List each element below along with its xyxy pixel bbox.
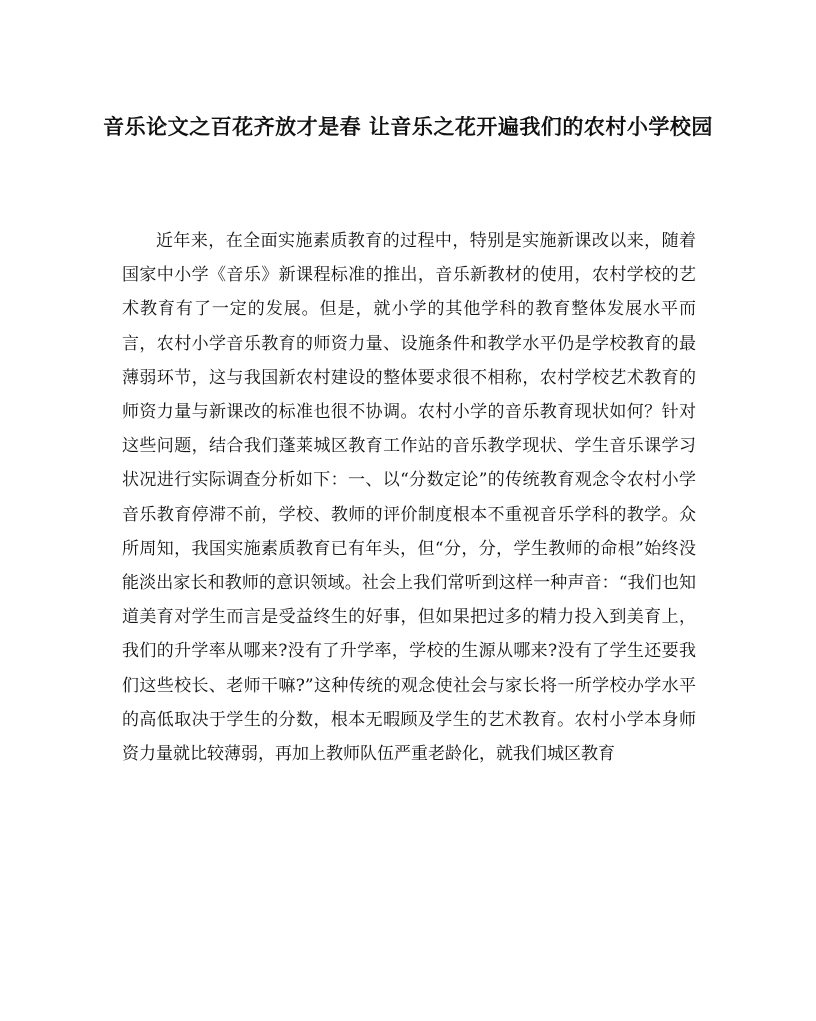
body-paragraph: 近年来，在全面实施素质教育的过程中，特别是实施新课改以来，随着国家中小学《音乐》新课程标准的推出，音乐新教材的使用，农村学校的艺术教育有了一定的发展。但是，就小学的其他学科的教育整体发展水平而言，农村小学音乐教育的师资力量、设施条件和教学水平仍是学校教育的最薄弱环节，这与我国新农村建设的整体要求很不相称，农村学校艺术教育的师资力量与新课改的标准也很不协调。农村小学的音乐教育现状如何？针对这些问题，结合我们蓬莱城区教育工作站的音乐教学现状、学生音乐课学习状况进行实际调查分析如下：一、以“分数定论”的传统教育观念令农村小学音乐教育停滞不前，学校、教师的评价制度根本不重视音乐学科的教学。众所周知，我国实施素质教育已有年头，但“分，分，学生教师的命根”始终没能淡出家长和教师的意识领域。社会上我们常听到这样一种声音：“我们也知道美育对学生而言是受益终生的好事，但如果把过多的精力投入到美育上，我们的升学率从哪来?没有了升学率，学校的生源从哪来?没有了学生还要我们这些校长、老师干嘛?”这种传统的观念使社会与家长将一所学校办学水平的高低取决于学生的分数，根本无暇顾及学生的艺术教育。农村小学本身师资力量就比较薄弱，再加上教师队伍严重老龄化，就我们城区教育 xyxy=(122,231,696,765)
document-title: 音乐论文之百花齐放才是春 让音乐之花开遍我们的农村小学校园 xyxy=(103,114,713,139)
